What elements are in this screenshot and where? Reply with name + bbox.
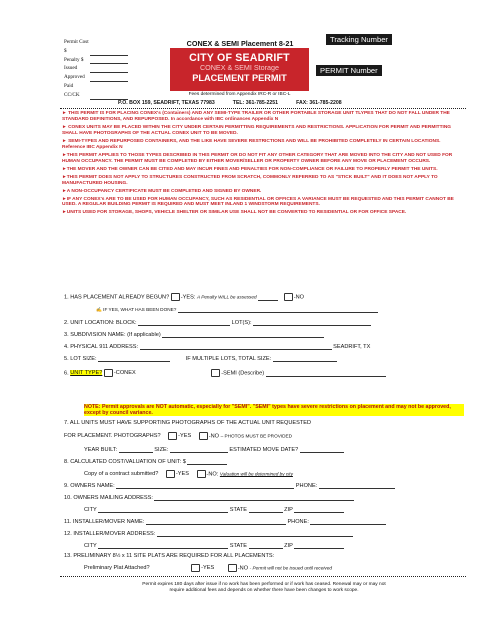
rule-item: ► CONEX UNITS MAY BE PLACED WITHIN THE CITY UNDER CERTAIN PERMITTING REQUIREMENTS AND RESTRICTIONS. APPLICATION FOR PERMIT AND PERMITTING SHALL HAVE PHOTOGRAPHS OF THE ACTUAL CONEX UNIT TO BE MOVED. xyxy=(62,124,452,136)
mover-address-label: 12. INSTALLER/MOVER ADDRESS: xyxy=(64,531,156,537)
owner-phone-label: PHONE: xyxy=(295,483,318,489)
q1-followup xyxy=(96,306,480,313)
mover-name-input[interactable] xyxy=(146,518,286,525)
office-field-issued[interactable] xyxy=(64,64,128,73)
mover-state-input[interactable] xyxy=(249,542,283,549)
owner-name-input[interactable] xyxy=(116,482,294,489)
q8-label: 8. CALCULATED COST/VALUATION OF UNIT: $ xyxy=(64,459,186,465)
q1-yes-checkbox[interactable] xyxy=(171,293,180,301)
move-date-label: ESTIMATED MOVE DATE? xyxy=(229,447,299,453)
lot-size-input[interactable] xyxy=(98,355,170,362)
q1-label: 1. HAS PLACEMENT ALREADY BEGUN? xyxy=(64,294,170,301)
total-size-label: IF MULTIPLE LOTS, TOTAL SIZE: xyxy=(185,356,272,362)
q7-photos-label: FOR PLACEMENT. PHOTOGRAPHS? xyxy=(64,433,161,440)
address-input[interactable] xyxy=(140,343,332,350)
contract-yes-checkbox[interactable] xyxy=(166,470,175,478)
owner-zip-input[interactable] xyxy=(294,506,344,513)
mover-city-row xyxy=(84,542,480,549)
contract-no-checkbox[interactable] xyxy=(197,470,206,478)
plat-row xyxy=(84,564,480,572)
rule-item: ►THIS PERMIT APPLIES TO THOSE TYPES DESCRIBED IN THIS PERMIT OR DO NOT FIT ANY OTHER CATEGORY THAT ARE MOVED INTO THE CITY AND NOT USED FOR HUMAN OCCUPANCY. THE PERMIT MUST BE COMPLETED BY EITHER MOVER/SELLER OR PROPERTY OWNER BEFORE ANY MOVE OR PLACEMENT OCCURS. xyxy=(62,152,453,164)
city-name: CITY OF SEADRIFT xyxy=(189,52,290,64)
mover-phone-input[interactable] xyxy=(310,518,386,525)
contract-no-note: Valuation will be determined by city xyxy=(219,471,293,477)
semi-checkbox[interactable] xyxy=(211,369,220,377)
owner-state-input[interactable] xyxy=(249,506,283,513)
office-use-block xyxy=(64,38,128,100)
rule-item: ►A NON-OCCUPANCY CERTIFICATE MUST BE COMPLETED AND SIGNED BY OWNER. xyxy=(62,188,262,194)
lots-label: LOT(S): xyxy=(231,320,252,326)
conex-label: -CONEX xyxy=(113,370,136,377)
office-field-label: Permit Cost $ xyxy=(64,39,89,54)
rule-item: ►THE MOVER AND THE OWNER CAN BE CITED AND MAY INCUR FINES AND PENALTIES FOR NON-COMPLIANCE OR FAILURE TO PROPERLY PERMIT THE UNITS. xyxy=(62,166,438,172)
unit-details-row xyxy=(84,446,480,453)
expiration-footer xyxy=(64,582,464,594)
telephone: TEL: 361-785-2251 xyxy=(232,100,279,106)
owner-phone-input[interactable] xyxy=(319,482,395,489)
contract-label: Copy of a contract submitted? xyxy=(84,471,159,478)
owner-city-input[interactable] xyxy=(98,506,228,513)
permit-title: PLACEMENT PERMIT xyxy=(192,73,287,83)
owner-city-label: CITY xyxy=(84,507,97,513)
photos-yes-checkbox[interactable] xyxy=(168,432,177,440)
fax: FAX: 361-785-2208 xyxy=(296,100,342,106)
q1-followup-label: ✍ IF YES, WHAT HAS BEEN DONE? xyxy=(96,307,177,312)
banner-subtitle: CONEX & SEMI Storage xyxy=(199,63,280,72)
form-title: CONEX & SEMI Placement 8-21 xyxy=(186,39,294,48)
office-field-line xyxy=(90,75,128,82)
approval-note: NOTE: Permit approvals are NOT automatic, especially for "SEMI". "SEMI" types have severe restrictions on placement and may not be approved, except by council variance. xyxy=(84,404,464,416)
office-field-line xyxy=(90,66,128,73)
footer-line-1: Permit expires 180 days after issue if no work has been performed or if work has ceased. Renewal may or may not xyxy=(142,582,386,587)
size-label: SIZE: xyxy=(154,447,169,453)
year-built-label: YEAR BUILT: xyxy=(84,447,118,453)
q7-row: 7. ALL UNITS MUST HAVE SUPPORTING PHOTOGRAPHS OF THE ACTUAL UNIT REQUESTED xyxy=(64,420,312,426)
valuation-input[interactable] xyxy=(187,458,227,465)
q11-row xyxy=(64,518,464,525)
semi-label: -SEMI (Describe) xyxy=(221,370,265,377)
office-field-label: Penalty $ xyxy=(64,56,84,63)
mover-city-input[interactable] xyxy=(98,542,228,549)
q2-row xyxy=(64,319,464,326)
owner-zip-label: ZIP xyxy=(284,507,293,513)
plat-yes-checkbox[interactable] xyxy=(191,564,200,572)
q4-row xyxy=(64,343,464,350)
lots-input[interactable] xyxy=(253,319,371,326)
contract-yes-label: -YES xyxy=(175,471,189,478)
q13-row: 13. PRELIMINARY 8½ x 11 SITE PLATS ARE REQUIRED FOR ALL PLACEMENTS: xyxy=(64,553,275,559)
q1-row xyxy=(64,293,464,301)
total-size-input[interactable] xyxy=(273,355,337,362)
q6-row xyxy=(64,369,464,377)
mover-address-input[interactable] xyxy=(157,530,353,537)
plat-label: Preliminary Plat Attached? xyxy=(84,565,150,572)
q1-no-checkbox[interactable] xyxy=(284,293,293,301)
mover-city-label: CITY xyxy=(84,543,97,549)
tracking-number-box[interactable]: Tracking Number xyxy=(326,34,392,45)
divider-top xyxy=(60,108,466,109)
rule-item: ► THIS PERMIT IS FOR PLACING CONEX's (Containers) AND ANY SEMI-TYPE TRAILER OR OTHER PORTABLE STORAGE UNIT TLYPES THAT DO NOT FALL UNDER THE STANDARD DEFINITIONS, AND REPURPOSED. In accordance with IBC ordinances Appendix N xyxy=(62,111,450,122)
divider-bottom xyxy=(60,576,466,577)
mover-zip-label: ZIP xyxy=(284,543,293,549)
office-field-permit-cost[interactable] xyxy=(64,38,128,56)
q12-row xyxy=(64,530,464,537)
fees-note: Fees determined from Appendix IRC-R or IBC-L xyxy=(188,92,291,97)
size-input[interactable] xyxy=(170,446,228,453)
mover-state-label: STATE xyxy=(229,543,247,549)
q1-penalty-note: A Penalty WILL be assessed xyxy=(196,294,257,300)
q9-row xyxy=(64,482,464,489)
q3-label: 3. SUBDIVISION NAME: (If applicable) xyxy=(64,332,161,338)
unit-type-label: UNIT TYPE? xyxy=(70,370,103,377)
plat-no-note: - Permit will not be issued until received xyxy=(249,565,332,571)
q2-label: 2. UNIT LOCATION: BLOCK: xyxy=(64,320,137,326)
office-field-approved[interactable] xyxy=(64,73,128,82)
q5-label: 5. LOT SIZE: xyxy=(64,356,97,362)
permit-number-box[interactable]: PERMIT Number xyxy=(316,65,382,76)
photos-yes-label: -YES xyxy=(178,433,192,440)
block-input[interactable] xyxy=(138,319,230,326)
mover-zip-input[interactable] xyxy=(294,542,344,549)
office-field-label: Issued xyxy=(64,65,78,72)
rule-item: ►THIS PERMIT DOES NOT APPLY TO STRUCTURES CONSTRUCTED FROM SCRATCH, COMMONLY REFERRED TO AS "STICK BUILT" AND IT DOES NOT APPLY TO MANUFACTURED HOUSING. xyxy=(62,174,438,186)
q1-followup-input[interactable] xyxy=(178,306,378,313)
q1-yes-line xyxy=(258,294,278,301)
contract-row xyxy=(84,470,480,478)
photos-no-checkbox[interactable] xyxy=(199,432,208,440)
q1-no-label: -NO xyxy=(293,294,304,301)
contract-no-label: -NO: xyxy=(206,471,219,478)
po-box: P.O. BOX 159, SEADRIFT, TEXAS 77983 xyxy=(118,100,215,106)
q8-row xyxy=(64,458,464,465)
q1-yes-label: -YES: xyxy=(180,294,196,301)
q7-photos-row xyxy=(64,432,464,440)
rule-item: ► SEMI-TYPES AND REPURPOSED CONTAINERS, AND THE LIKE HAVE SEVERE RESTRICTIONS AND WILL BE PROHIBITED COMPLETELY IN CERTAIN LOCATIONS. Reference IBC Appendix N xyxy=(62,138,441,150)
plat-no-label: -NO xyxy=(237,565,249,572)
q10-row xyxy=(64,494,464,501)
q5-row xyxy=(64,355,464,362)
office-field-paid[interactable] xyxy=(64,82,128,100)
office-field-line xyxy=(90,49,128,56)
mover-name-label: 11. INSTALLER/MOVER NAME: xyxy=(64,519,145,525)
plat-yes-label: -YES xyxy=(201,565,215,572)
q4-label: 4. PHYSICAL 911 ADDRESS: xyxy=(64,344,138,350)
office-field-line xyxy=(90,57,128,64)
year-built-input[interactable] xyxy=(119,446,153,453)
mover-phone-label: PHONE: xyxy=(287,519,309,525)
owner-address-input[interactable] xyxy=(154,494,354,501)
office-field-label: Approved xyxy=(64,74,85,81)
rule-item: ►IF ANY CONEX's ARE TO BE USED FOR HUMAN OCCUPANCY, SUCH AS RESIDENTIAL OR OFFICES A VARIANCE MUST BE REQUESTED AND THIS PERMIT CANNOT BE USED. A REGULAR BUILDING PERMIT IS REQUIRED AND MUST MEET INLAND 1 WINDSTORM REQUIREMENTS. xyxy=(62,196,454,208)
semi-describe-input[interactable] xyxy=(266,370,386,377)
owner-address-label: 10. OWNERS MAILING ADDRESS: xyxy=(64,495,153,501)
q3-row xyxy=(64,331,464,338)
photos-no-note: – PHOTOS MUST BE PROVIDED xyxy=(220,433,293,439)
office-field-label: Paid CC/CK xyxy=(64,82,80,98)
city-permit-banner xyxy=(170,48,309,91)
footer-line-2: require additional fees and depends on whether there have been changes to work scope. xyxy=(169,588,359,594)
address-city: SEADRIFT, TX xyxy=(333,344,371,350)
plat-no-checkbox[interactable] xyxy=(228,564,237,572)
owner-city-row xyxy=(84,506,480,513)
office-field-line xyxy=(90,93,128,100)
move-date-input[interactable] xyxy=(300,446,344,453)
owner-state-label: STATE xyxy=(229,507,247,513)
conex-checkbox[interactable] xyxy=(104,369,113,377)
office-field-penalty[interactable] xyxy=(64,56,128,65)
owner-name-label: 9. OWNERS NAME: xyxy=(64,483,115,489)
rule-item: ►UNITS USED FOR STORAGE, SHOPS, VEHICLE SHELTER OR SIMILAR USE SHALL NOT BE CONVERTED TO RESIDENTIAL OR FOR OFFICE SPACE. xyxy=(62,210,407,216)
photos-no-label: -NO xyxy=(208,433,220,440)
q6-number: 6. xyxy=(64,370,69,377)
permit-rules xyxy=(62,111,464,218)
subdivision-input[interactable] xyxy=(162,331,324,338)
contact-line xyxy=(118,100,342,106)
